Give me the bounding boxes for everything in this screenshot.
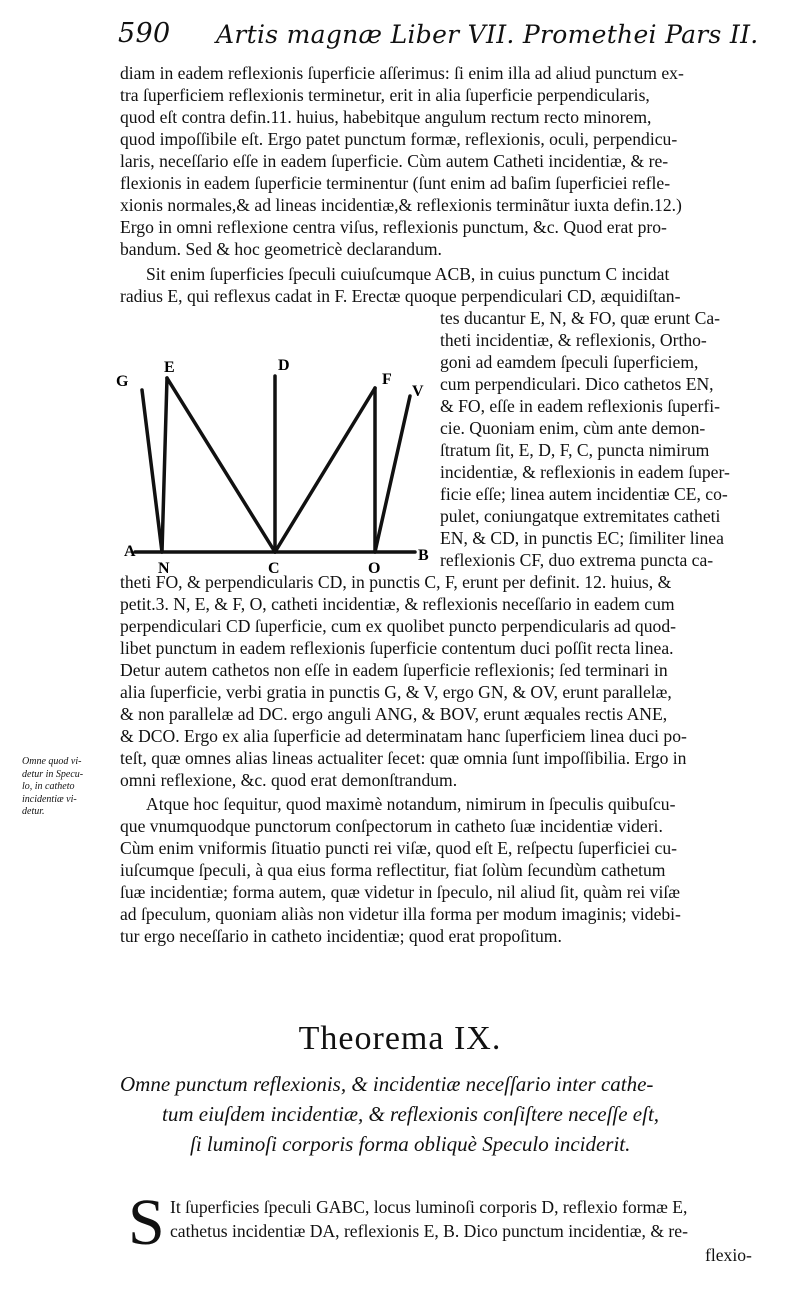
side-line: EN, & CD, in punctis EC; ſimiliter linea	[440, 528, 724, 548]
body-line: libet punctum in eadem reflexionis ſuperficie contentum duci poſſit recta linea.	[120, 638, 674, 658]
theorem-line: tum eiuſdem incidentiæ, & reflexionis conſiſtere neceſſe eſt,	[162, 1102, 660, 1126]
side-line: cie. Quoniam enim, cùm ante demon-	[440, 418, 706, 438]
margin-note-line: detur.	[22, 806, 45, 817]
body-line: que vnumquodque punctorum conſpectorum in catheto ſuæ incidentiæ videri.	[120, 816, 663, 836]
body-line: Cùm enim vniformis ſituatio puncti rei viſæ, quod eſt E, reſpectu ſuperficiei cu-	[120, 838, 678, 858]
side-line: theti incidentiæ, & reflexionis, Ortho-	[440, 330, 707, 350]
body-line: petit.3. N, E, & F, O, catheti incidentiæ, & reflexionis neceſſario in eadem cum	[120, 594, 675, 614]
line-ov	[375, 396, 410, 552]
line-en	[162, 378, 167, 552]
side-line: ficie eſſe; linea autem incidentiæ CE, co-	[440, 484, 728, 504]
body-line: tra ſuperficiem reflexionis terminetur, erit in alia ſuperficie perpendicularis,	[120, 85, 650, 105]
margin-note-line: lo, in catheto	[22, 781, 75, 792]
label-b: B	[418, 547, 429, 564]
label-n: N	[158, 560, 170, 577]
body-line: ſuæ incidentiæ; forma autem, quæ videtur in ſpeculo, nil aliud ſit, quàm rei viſæ	[120, 882, 680, 902]
body-line: flexionis in eadem ſuperficie terminentur (ſunt enim ad baſim ſuperficiei refle-	[120, 173, 671, 193]
margin-note-line: detur in Specu-	[22, 768, 84, 780]
page-number: 590	[118, 18, 171, 49]
side-line: goni ad eamdem ſpeculi ſuperficiem,	[440, 352, 699, 372]
body-line: It ſuperficies ſpeculi GABC, locus luminoſi corporis D, reflexio formæ E,	[170, 1197, 688, 1217]
body-line: quod eſt contra defin.11. huius, habebitque angulum rectum recto minorem,	[120, 107, 652, 127]
label-g: G	[116, 373, 129, 390]
label-a: A	[124, 543, 136, 560]
body-line: & non parallelæ ad DC. ergo anguli ANG, & BOV, erunt æquales rectis ANE,	[120, 704, 668, 724]
side-line: pulet, coniungatque extremitates catheti	[440, 506, 721, 526]
side-line: tes ducantur E, N, & FO, quæ erunt Ca-	[440, 308, 720, 328]
body-line: theti FO, & perpendicularis CD, in punctis C, F, erunt per definit. 12. huius, &	[120, 572, 672, 592]
body-line: quod impoſſibile eſt. Ergo patet punctum formæ, reflexionis, oculi, perpendicu-	[120, 129, 678, 149]
body-line: perpendiculari CD ſuperficie, cum ex quolibet puncto perpendicularis ad quod-	[120, 616, 676, 636]
body-line: radius E, qui reflexus cadat in F. Erectæ quoque perpendiculari CD, æquidiſtan-	[120, 286, 681, 306]
side-line: incidentiæ, & reflexionis in eadem ſuper-	[440, 462, 730, 482]
body-line: Sit enim ſuperficies ſpeculi cuiuſcumque ACB, in cuius punctum C incidat	[146, 264, 670, 284]
body-line: Atque hoc ſequitur, quod maximè notandum, nimirum in ſpeculis quibuſcu-	[146, 794, 676, 814]
body-line: omni reflexione, &c. quod erat demonſtrandum.	[120, 770, 458, 790]
label-o: O	[368, 560, 381, 577]
label-f: F	[382, 371, 392, 388]
side-line: reflexionis CF, duo extrema puncta ca-	[440, 550, 714, 570]
body-line: iuſcumque ſpeculi, à qua eius forma reflectitur, fiat ſolùm ſecundùm cathetum	[120, 860, 666, 880]
side-line: ſtratum ſit, E, D, F, C, puncta nimirum	[440, 440, 710, 460]
line-gn	[142, 390, 162, 552]
body-line: Ergo in omni reflexione centra viſus, reflexionis punctum, &c. Quod erat pro-	[120, 217, 667, 237]
body-line: Detur autem cathetos non eſſe in eadem ſuperficie reflexionis; ſed terminari in	[120, 660, 668, 680]
drop-cap: S	[128, 1186, 165, 1259]
label-c: C	[268, 560, 280, 577]
body-line: diam in eadem reflexionis ſuperficie aſſerimus: ſi enim illa ad aliud punctum ex-	[120, 63, 684, 83]
body-line: laris, neceſſario eſſe in eadem ſuperficie. Cùm autem Catheti incidentiæ, & re-	[120, 151, 669, 171]
theorem-line: Omne punctum reflexionis, & incidentiæ neceſſario inter cathe-	[120, 1072, 654, 1096]
side-line: cum perpendiculari. Dico cathetos EN,	[440, 374, 714, 394]
body-line: bandum. Sed & hoc geometricè declarandum.	[120, 239, 442, 259]
theorem-line: ſi luminoſi corporis forma obliquè Speculo inciderit.	[190, 1132, 631, 1156]
margin-note-line: Omne quod vi-	[22, 756, 82, 767]
body-line: alia ſuperficie, verbi gratia in punctis G, & V, ergo GN, & OV, erunt parallelæ,	[120, 682, 672, 702]
label-v: V	[412, 383, 424, 400]
theorem-title: Theorema IX.	[298, 1020, 502, 1057]
body-line: & DCO. Ergo ex alia ſuperficie ad determinatam hanc ſuperficiem linea duci po-	[120, 726, 687, 746]
body-line: teſt, quæ omnes alias lineas actualiter ſecet: quæ omnia ſunt impoſſibilia. Ergo in	[120, 748, 687, 768]
running-header	[118, 14, 759, 54]
body-line: cathetus incidentiæ DA, reflexionis E, B. Dico punctum incidentiæ, & re-	[170, 1221, 688, 1241]
catchword: flexio-	[705, 1245, 752, 1265]
label-e: E	[164, 359, 175, 376]
body-line: xionis normales,& ad lineas incidentiæ,& reflexionis terminãtur iuxta defin.12.)	[120, 195, 682, 215]
label-d: D	[278, 357, 290, 374]
side-line: & FO, eſſe in eadem reflexionis ſuperfi-	[440, 396, 720, 416]
body-line: ad ſpeculum, quoniam aliàs non videtur illa forma per modum imaginis; videbi-	[120, 904, 681, 924]
margin-note-line: incidentiæ vi-	[22, 793, 77, 805]
line-cf	[275, 388, 375, 552]
body-line: tur ergo neceſſario in catheto incidentiæ; quod erat propoſitum.	[120, 926, 562, 946]
reflection-diagram	[110, 350, 440, 580]
line-ec	[167, 378, 275, 552]
margin-note	[22, 756, 117, 819]
running-title: Artis magnæ Liber VII. Promethei Pars II.	[216, 20, 759, 49]
